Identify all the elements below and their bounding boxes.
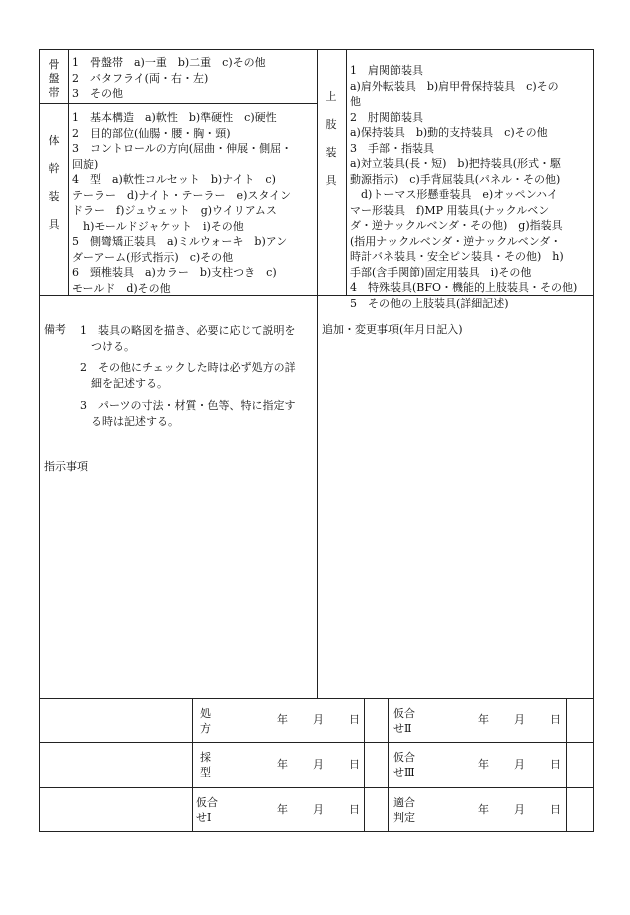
divider-center <box>317 49 318 699</box>
date-fields-trial-fit-1 <box>277 803 360 817</box>
frame-bottom <box>39 831 594 832</box>
divider-label-col-right <box>346 49 347 296</box>
date-label-casting: 採 型 <box>200 751 211 779</box>
upper-limb-orthoses-label: 上 肢 装 具 <box>325 90 337 187</box>
date-fields-casting <box>277 758 360 772</box>
date-fields-prescription <box>277 713 360 727</box>
date-label-fit-judgement: 適合 判定 <box>393 796 415 824</box>
changes-label: 追加・変更事項(年月日記入) <box>322 323 463 336</box>
month-label: 月 <box>313 803 324 816</box>
date-label-trial-fit-1: 仮合 せⅠ <box>196 796 218 824</box>
date-fields-trial-fit-3 <box>478 758 561 772</box>
trunk-orthoses-items: 1 基本構造 a)軟性 b)準硬性 c)硬性 2 目的部位(仙腸・腰・胸・頸) 3 コントロールの方向(屈曲・伸展・側屈・ 回旋) 4 型 a)軟性コルセット b)ナイト c) テーラー d)ナイト・テーラー e)スタイン ドラー f)ジュウェット g)ウイリアムス h)モールドジャケット i)その他 5 側彎矯正装具 a)ミルウォーキ b)アン ダーアーム(形式指示) c)その他 6 頸椎装具 a)カラー b)支柱つき c) モールド d)その他 <box>72 111 293 295</box>
year-label: 年 <box>277 758 288 771</box>
day-label: 日 <box>550 713 561 726</box>
frame-right <box>593 49 594 832</box>
month-label: 月 <box>514 758 525 771</box>
divider-date-col2 <box>364 698 365 832</box>
date-label-prescription: 処 方 <box>200 707 211 735</box>
day-label: 日 <box>550 758 561 771</box>
day-label: 日 <box>550 803 561 816</box>
pelvic-band-label: 骨 盤 帯 <box>48 58 60 99</box>
year-label: 年 <box>478 803 489 816</box>
date-fields-trial-fit-2 <box>478 713 561 727</box>
month-label: 月 <box>514 803 525 816</box>
pelvic-band-items: 1 骨盤帯 a)一重 b)二重 c)その他 2 バタフライ(両・右・左) 3 その他 <box>72 56 266 100</box>
year-label: 年 <box>478 713 489 726</box>
divider-date-col1 <box>192 698 193 832</box>
month-label: 月 <box>313 713 324 726</box>
remarks-note-3: 3 パーツの寸法・材質・色等、特に指定す る時は記述する。 <box>80 399 296 428</box>
divider-date-col4 <box>566 698 567 832</box>
divider-label-col-left <box>68 49 69 296</box>
divider-date-col3 <box>388 698 389 832</box>
divider-date-row2 <box>39 787 594 788</box>
day-label: 日 <box>349 758 360 771</box>
month-label: 月 <box>313 758 324 771</box>
trunk-orthoses-label: 体 幹 装 具 <box>48 134 60 231</box>
date-fields-fit-judgement <box>478 803 561 817</box>
remarks-note-2: 2 その他にチェックした時は必ず処方の詳 細を記述する。 <box>80 361 296 390</box>
remarks-label: 備考 <box>44 323 66 336</box>
date-label-trial-fit-3: 仮合 せⅢ <box>393 751 415 779</box>
instructions-label: 指示事項 <box>44 460 88 473</box>
divider-date-table-top <box>39 698 594 699</box>
day-label: 日 <box>349 803 360 816</box>
upper-limb-orthoses-items: 1 肩関節装具 a)肩外転装具 b)肩甲骨保持装具 c)その 他 2 肘関節装具 a)保持装具 b)動的支持装具 c)その他 3 手部・指装具 a)対立装具(長・短) b)把持装具(形式・駆 動源指示) c)手背屈装具(パネル・その他) d)トーマス形懸垂装具 e)オッペンハイ マー形装具 f)MP 用装具(ナックルベン ダ・逆ナックルベンダ・その他) g)指装具 (指用ナックルベンダ・逆ナックルベンダ・ 時計バネ装具・安全ピン装具・その他) h) 手部(含手関節)固定用装具 i)その他 4 特殊装具(BFO・機能的上肢装具・その他) 5 その他の上肢装具(詳細記述) <box>350 64 578 310</box>
day-label: 日 <box>349 713 360 726</box>
year-label: 年 <box>277 803 288 816</box>
divider-pelvic-trunk <box>39 103 318 104</box>
year-label: 年 <box>277 713 288 726</box>
year-label: 年 <box>478 758 489 771</box>
date-label-trial-fit-2: 仮合 せⅡ <box>393 707 415 735</box>
divider-date-row1 <box>39 742 594 743</box>
frame-left <box>39 49 40 832</box>
remarks-note-1: 1 装具の略図を描き、必要に応じて説明を つける。 <box>80 324 296 353</box>
month-label: 月 <box>514 713 525 726</box>
